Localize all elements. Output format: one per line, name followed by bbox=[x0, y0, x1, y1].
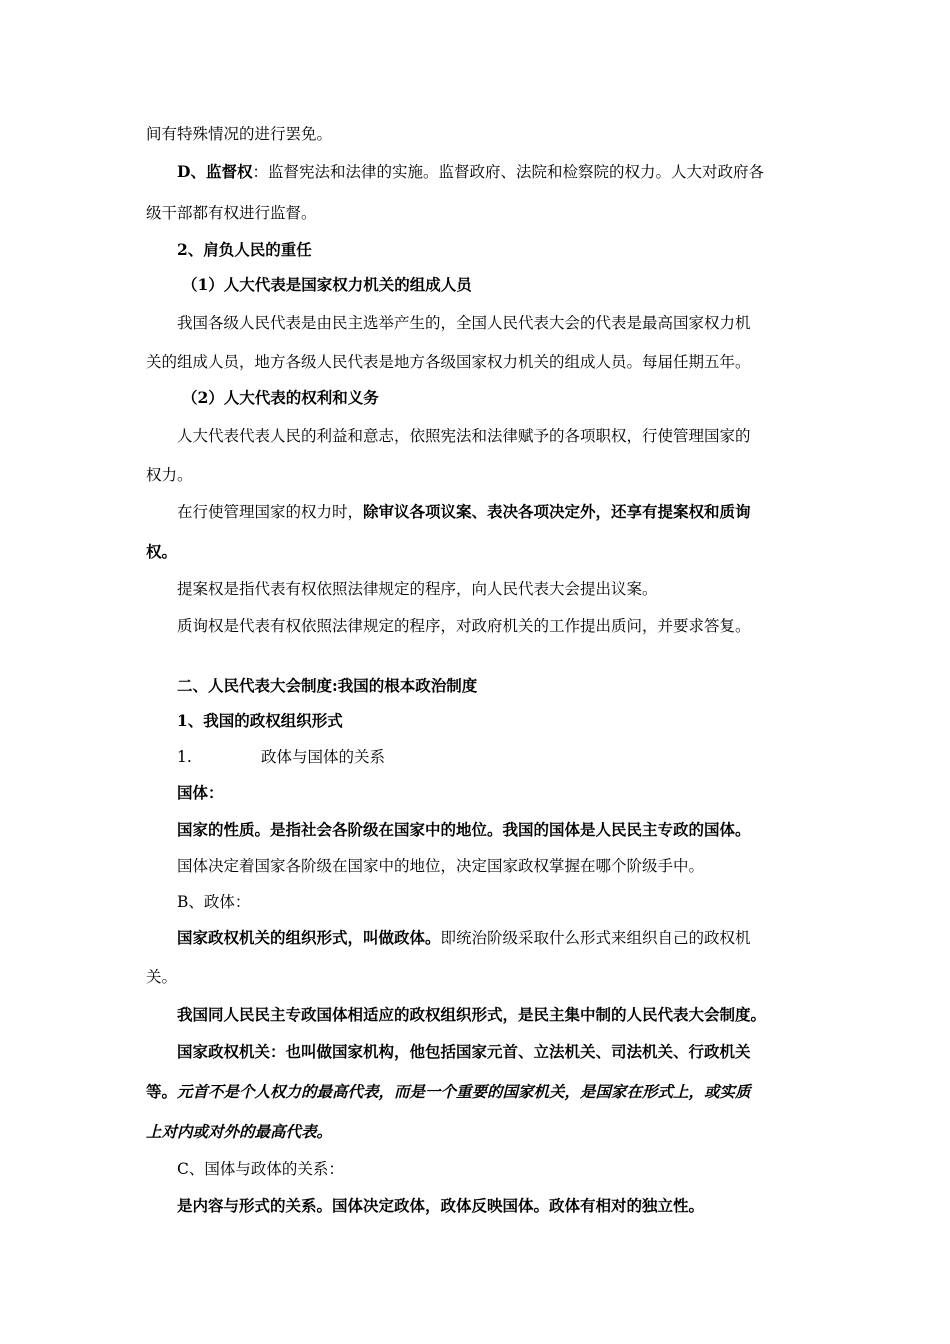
paragraph-line: 提案权是指代表有权依照法律规定的程序，向人民代表大会提出议案。 bbox=[177, 580, 658, 598]
paragraph-line: 关。 bbox=[146, 968, 178, 986]
subsection-heading: （1）人大代表是国家权力机关的组成人员 bbox=[182, 275, 472, 294]
paragraph-line: 人大代表代表人民的利益和意志，依照宪法和法律赋予的各项职权，行使管理国家的 bbox=[177, 427, 751, 445]
section-heading: 2、肩负人民的重任 bbox=[177, 240, 312, 259]
paragraph-line: 关的组成人员，地方各级人民代表是地方各级国家权力机关的组成人员。每届任期五年。 bbox=[146, 353, 751, 371]
term-label: D、监督权 bbox=[177, 162, 253, 181]
paragraph-line: 质询权是代表有权依照法律规定的程序，对政府机关的工作提出质问，并要求答复。 bbox=[177, 617, 751, 635]
paragraph-line: 是内容与形式的关系。国体决定政体，政体反映国体。政体有相对的独立性。 bbox=[177, 1196, 705, 1215]
section-heading: 1、我国的政权组织形式 bbox=[177, 711, 343, 730]
term-heading: 国体： bbox=[177, 783, 224, 802]
paragraph-line: 权力。 bbox=[146, 466, 193, 484]
list-number: 1. bbox=[177, 748, 192, 766]
term-heading: C、国体与政体的关系： bbox=[177, 1160, 344, 1178]
paragraph-line: 在行使管理国家的权力时，除审议各项议案、表决各项决定外，还享有提案权和质询 bbox=[177, 502, 751, 521]
numbered-heading: 1. 政体与国体的关系 bbox=[0, 742, 950, 772]
paragraph-line: 国家政权机关：也叫做国家机构，他包括国家元首、立法机关、司法机关、行政机关 bbox=[177, 1042, 751, 1061]
chapter-heading: 二、人民代表大会制度:我国的根本政治制度 bbox=[177, 676, 478, 695]
paragraph-line: 等。元首不是个人权力的最高代表，而是一个重要的国家机关，是国家在形式上，或实质 bbox=[146, 1082, 751, 1101]
paragraph-line: 级干部都有权进行监督。 bbox=[146, 204, 317, 222]
paragraph-line: 权。 bbox=[146, 542, 178, 561]
paragraph-line: D、监督权：监督宪法和法律的实施。监督政府、法院和检察院的权力。人大对政府各 bbox=[177, 162, 764, 181]
paragraph-line: 我国同人民民主专政国体相适应的政权组织形式，是民主集中制的人民代表大会制度。 bbox=[177, 1005, 767, 1024]
paragraph-line: 我国各级人民代表是由民主选举产生的，全国人民代表大会的代表是最高国家权力机 bbox=[177, 314, 751, 332]
term-heading: B、政体： bbox=[177, 893, 251, 911]
paragraph-line: 上对内或对外的最高代表。 bbox=[146, 1122, 333, 1141]
paragraph-line: 间有特殊情况的进行罢免。 bbox=[146, 125, 333, 143]
paragraph-line: 国家的性质。是指社会各阶级在国家中的地位。我国的国体是人民民主专政的国体。 bbox=[177, 820, 751, 839]
subsection-heading: （2）人大代表的权利和义务 bbox=[182, 388, 379, 407]
paragraph-line: 国体决定着国家各阶级在国家中的地位，决定国家政权掌握在哪个阶级手中。 bbox=[177, 857, 705, 875]
paragraph-line: 国家政权机关的组织形式，叫做政体。即统治阶级采取什么形式来组织自己的政权机 bbox=[177, 928, 751, 947]
